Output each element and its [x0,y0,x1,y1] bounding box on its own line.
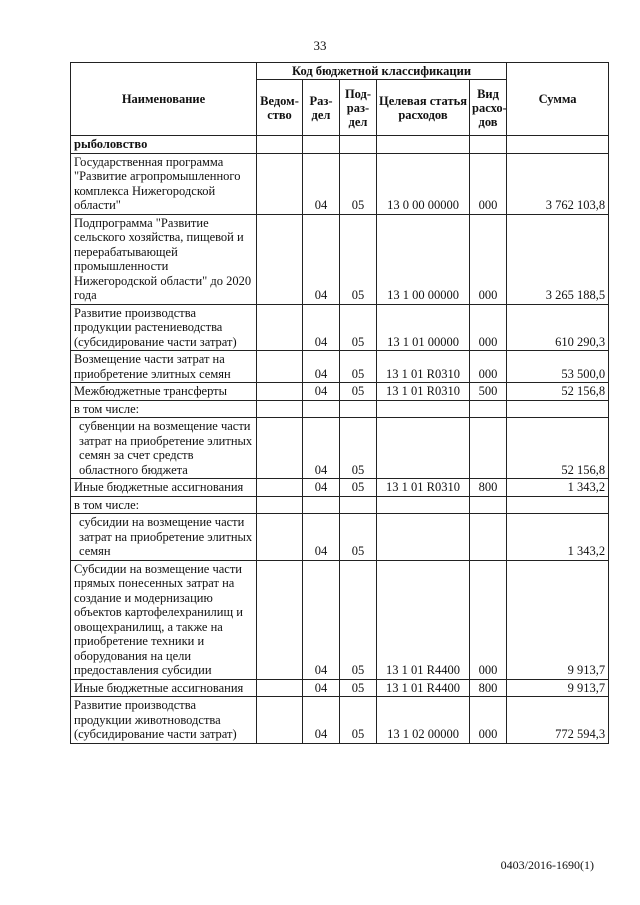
row-razdel: 04 [303,560,340,679]
row-sum: 9 913,7 [507,679,609,697]
header-target-article: Целевая статья расходов [377,80,470,136]
row-razdel: 04 [303,479,340,497]
row-podrazdel: 05 [340,679,377,697]
row-podrazdel: 05 [340,560,377,679]
row-podrazdel: 05 [340,383,377,401]
row-vedomstvo [257,496,303,514]
row-vedomstvo [257,304,303,351]
budget-table [70,62,609,744]
row-expense-type: 000 [470,697,507,744]
table-row [71,304,609,351]
row-podrazdel [340,496,377,514]
table-row [71,153,609,214]
row-sum: 1 343,2 [507,479,609,497]
row-target-article: 13 1 01 R0310 [377,383,470,401]
row-sum: 3 762 103,8 [507,153,609,214]
row-name: Возмещение части затрат на приобретение элитных семян [71,351,257,383]
row-vedomstvo [257,479,303,497]
row-sum: 9 913,7 [507,560,609,679]
row-podrazdel: 05 [340,214,377,304]
row-podrazdel: 05 [340,153,377,214]
row-target-article: 13 1 01 00000 [377,304,470,351]
header-expense-type: Вид расхо-дов [470,80,507,136]
row-target-article: 13 0 00 00000 [377,153,470,214]
row-sum: 52 156,8 [507,418,609,479]
row-target-article [377,418,470,479]
row-podrazdel: 05 [340,514,377,561]
row-target-article: 13 1 01 R4400 [377,679,470,697]
row-razdel: 04 [303,679,340,697]
table-row [71,514,609,561]
row-expense-type: 800 [470,479,507,497]
row-podrazdel: 05 [340,304,377,351]
row-razdel: 04 [303,153,340,214]
row-podrazdel [340,400,377,418]
row-vedomstvo [257,697,303,744]
table-header-row [71,63,609,80]
row-name: Развитие производства продукции животноводства (субсидирование части затрат) [71,697,257,744]
row-podrazdel: 05 [340,418,377,479]
row-name: Развитие производства продукции растениеводства (субсидирование части затрат) [71,304,257,351]
row-razdel: 04 [303,304,340,351]
row-vedomstvo [257,351,303,383]
table-row [71,679,609,697]
row-sum [507,496,609,514]
row-name: субвенции на возмещение части затрат на приобретение элитных семян за счет средств областного бюджета [71,418,257,479]
row-sum: 53 500,0 [507,351,609,383]
row-target-article: 13 1 01 R4400 [377,560,470,679]
row-podrazdel: 05 [340,697,377,744]
row-target-article: 13 1 01 R0310 [377,479,470,497]
row-name: Подпрограмма "Развитие сельского хозяйства, пищевой и перерабатывающей промышленности Нижегородской области" до 2020 года [71,214,257,304]
header-name: Наименование [71,63,257,136]
row-vedomstvo [257,400,303,418]
row-expense-type [470,514,507,561]
row-sum [507,400,609,418]
table-row [71,496,609,514]
row-expense-type [470,400,507,418]
row-target-article: 13 1 02 00000 [377,697,470,744]
row-target-article: 13 1 00 00000 [377,214,470,304]
row-expense-type [470,418,507,479]
page-number: 33 [313,38,327,53]
header-podrazdel: Под-раз-дел [340,80,377,136]
row-vedomstvo [257,383,303,401]
row-name: Межбюджетные трансферты [71,383,257,401]
document-code: 0403/2016-1690(1) [500,858,594,872]
table-row [71,351,609,383]
row-sum: 772 594,3 [507,697,609,744]
row-expense-type: 000 [470,304,507,351]
row-expense-type: 000 [470,153,507,214]
row-vedomstvo [257,560,303,679]
row-name: Государственная программа "Развитие агропромышленного комплекса Нижегородской области" [71,153,257,214]
row-vedomstvo [257,214,303,304]
table-row [71,400,609,418]
row-expense-type: 000 [470,351,507,383]
row-expense-type: 000 [470,214,507,304]
row-razdel [303,496,340,514]
row-name: Иные бюджетные ассигнования [71,479,257,497]
row-podrazdel: 05 [340,479,377,497]
row-razdel: 04 [303,514,340,561]
table-row [71,479,609,497]
row-razdel [303,400,340,418]
header-classification-group: Код бюджетной классификации [257,63,507,80]
header-vedomstvo: Ведом-ство [257,80,303,136]
row-name: Субсидии на возмещение части прямых понесенных затрат на создание и модернизацию объектов картофелехранилищ и овощехранилищ, а также на приобретение техники и оборудования на цели предоставления субсидии [71,560,257,679]
row-target-article [377,514,470,561]
table-row [71,560,609,679]
row-expense-type: 800 [470,679,507,697]
row-vedomstvo [257,418,303,479]
row-razdel: 04 [303,418,340,479]
row-podrazdel [340,136,377,154]
row-name: рыболовство [71,136,257,154]
table-row [71,214,609,304]
row-sum [507,136,609,154]
header-razdel: Раз-дел [303,80,340,136]
row-expense-type: 500 [470,383,507,401]
row-sum: 52 156,8 [507,383,609,401]
row-target-article: 13 1 01 R0310 [377,351,470,383]
table-row [71,697,609,744]
row-podrazdel: 05 [340,351,377,383]
row-vedomstvo [257,679,303,697]
row-name: субсидии на возмещение части затрат на приобретение элитных семян [71,514,257,561]
row-vedomstvo [257,153,303,214]
row-razdel: 04 [303,383,340,401]
table-row [71,136,609,154]
row-sum: 1 343,2 [507,514,609,561]
row-sum: 3 265 188,5 [507,214,609,304]
row-expense-type [470,136,507,154]
row-name: Иные бюджетные ассигнования [71,679,257,697]
row-expense-type: 000 [470,560,507,679]
row-razdel: 04 [303,351,340,383]
row-sum: 610 290,3 [507,304,609,351]
row-name: в том числе: [71,496,257,514]
table-row [71,418,609,479]
row-name: в том числе: [71,400,257,418]
row-razdel [303,136,340,154]
table-body [71,136,609,744]
header-sum: Сумма [507,63,609,136]
row-target-article [377,136,470,154]
row-target-article [377,496,470,514]
row-expense-type [470,496,507,514]
row-razdel: 04 [303,214,340,304]
row-razdel: 04 [303,697,340,744]
row-vedomstvo [257,136,303,154]
table-row [71,383,609,401]
row-target-article [377,400,470,418]
row-vedomstvo [257,514,303,561]
